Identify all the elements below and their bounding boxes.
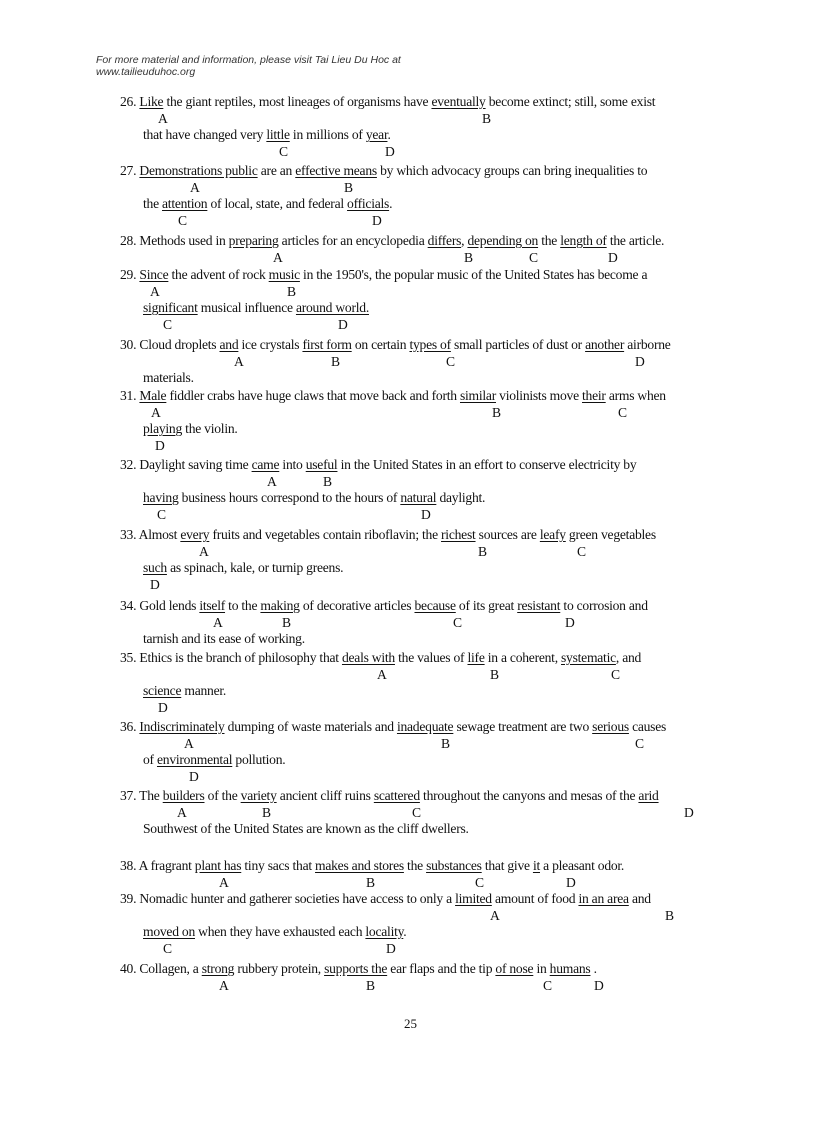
option-labels <box>120 179 720 195</box>
question-28 <box>120 232 720 265</box>
label-a: A <box>219 875 229 890</box>
option-labels <box>120 249 720 265</box>
option-labels <box>120 316 720 332</box>
question-line: 35. Ethics is the branch of philosophy that deals with the values of life in a coherent, systematic, and <box>120 650 642 665</box>
label-d: D <box>386 941 396 956</box>
option-a-text: Like <box>139 94 164 109</box>
option-c-text: of nose <box>495 961 534 976</box>
option-labels <box>120 473 720 489</box>
label-a: A <box>234 354 244 369</box>
question-line: 40. Collagen, a strong rubbery protein, supports the ear flaps and the tip of nose in humans . <box>120 961 597 976</box>
question-line: 36. Indiscriminately dumping of waste materials and inadequate sewage treatment are two serious causes <box>120 719 667 734</box>
label-a: A <box>151 405 161 420</box>
label-c: C <box>543 978 552 993</box>
question-number: 36. <box>120 719 137 734</box>
label-a: A <box>213 615 223 630</box>
question-31 <box>120 387 720 453</box>
label-b: B <box>464 250 473 265</box>
question-line: 26. Like the giant reptiles, most lineages of organisms have eventually become extinct; still, some exist <box>120 94 656 109</box>
option-b-text: variety <box>240 788 277 803</box>
question-34 <box>120 597 720 647</box>
question-line: materials. <box>143 370 194 385</box>
option-a-text: deals with <box>341 650 395 665</box>
question-line: 38. A fragrant plant has tiny sacs that makes and stores the substances that give it a pleasant odor. <box>120 858 625 873</box>
option-a-text: Demonstrations public <box>139 163 258 178</box>
label-b: B <box>492 405 501 420</box>
option-a-text: every <box>180 527 210 542</box>
label-c: C <box>412 805 421 820</box>
option-labels <box>120 404 720 420</box>
option-c-text: attention <box>162 196 208 211</box>
label-a: A <box>177 805 187 820</box>
question-line: the attention of local, state, and federal officials. <box>143 196 393 211</box>
option-d-text: year <box>365 127 388 142</box>
option-labels <box>120 977 720 993</box>
option-labels <box>120 110 720 126</box>
question-line: 27. Demonstrations public are an effective means by which advocacy groups can bring inequalities to <box>120 163 648 178</box>
option-a-text: and <box>219 337 239 352</box>
label-c: C <box>163 941 172 956</box>
label-d: D <box>684 805 694 820</box>
option-a-text: plant has <box>194 858 242 873</box>
label-c: C <box>446 354 455 369</box>
option-c-text: their <box>582 388 606 403</box>
question-number: 33. <box>120 527 137 542</box>
option-b-text: makes and stores <box>315 858 404 873</box>
option-d-text: locality <box>365 924 404 939</box>
question-38 <box>120 857 720 890</box>
option-labels <box>120 506 720 522</box>
option-c-text: because <box>414 598 456 613</box>
option-labels <box>120 212 720 228</box>
option-b-text: music <box>268 267 300 282</box>
label-b: B <box>482 111 491 126</box>
question-29 <box>120 266 720 332</box>
question-line: 28. Methods used in preparing articles for an encyclopedia differs, depending on the length of the article. <box>120 233 665 248</box>
option-c-text: systematic <box>561 650 616 665</box>
option-labels <box>120 576 720 592</box>
label-d: D <box>635 354 645 369</box>
label-d: D <box>158 700 168 715</box>
label-a: A <box>219 978 229 993</box>
question-number: 28. <box>120 233 137 248</box>
question-37 <box>120 787 720 837</box>
option-labels <box>120 907 720 923</box>
question-26 <box>120 93 720 159</box>
question-line: 34. Gold lends itself to the making of decorative articles because of its great resistant to corrosion and <box>120 598 648 613</box>
page-number: 25 <box>404 1016 417 1031</box>
question-line: Southwest of the United States are known as the cliff dwellers. <box>143 821 469 836</box>
label-b: B <box>366 875 375 890</box>
option-b-text: in an area <box>578 891 629 906</box>
option-d-text: arid <box>638 788 659 803</box>
question-number: 38. <box>120 858 137 873</box>
label-d: D <box>338 317 348 332</box>
question-line: having business hours correspond to the hours of natural daylight. <box>143 490 486 505</box>
option-d-text: around world. <box>295 300 369 315</box>
option-d-text: resistant <box>517 598 561 613</box>
option-a-text: builders <box>162 788 205 803</box>
option-d-text: length of <box>560 233 607 248</box>
option-c-text: scattered <box>373 788 420 803</box>
option-a-text: strong <box>201 961 235 976</box>
label-b: B <box>478 544 487 559</box>
option-d-text: natural <box>400 490 437 505</box>
label-d: D <box>150 577 160 592</box>
option-a-text: Indiscriminately <box>139 719 225 734</box>
label-c: C <box>157 507 166 522</box>
question-line: such as spinach, kale, or turnip greens. <box>143 560 344 575</box>
question-number: 39. <box>120 891 137 906</box>
option-b-text: differs <box>427 233 462 248</box>
option-a-text: itself <box>199 598 226 613</box>
label-a: A <box>190 180 200 195</box>
question-number: 30. <box>120 337 137 352</box>
option-labels <box>120 699 720 715</box>
question-line: that have changed very little in millions of year. <box>143 127 391 142</box>
label-c: C <box>163 317 172 332</box>
question-39 <box>120 890 720 956</box>
question-line: playing the violin. <box>143 421 238 436</box>
question-line: 39. Nomadic hunter and gatherer societies have access to only a limited amount of food in an area and <box>120 891 651 906</box>
question-35 <box>120 649 720 715</box>
question-number: 35. <box>120 650 137 665</box>
question-number: 32. <box>120 457 137 472</box>
option-c-text: substances <box>426 858 482 873</box>
option-c-text: depending on <box>467 233 539 248</box>
label-a: A <box>150 284 160 299</box>
label-a: A <box>377 667 387 682</box>
option-labels <box>120 804 720 820</box>
question-number: 37. <box>120 788 137 803</box>
option-b-text: useful <box>305 457 338 472</box>
question-line: tarnish and its ease of working. <box>143 631 305 646</box>
question-33 <box>120 526 720 592</box>
label-d: D <box>372 213 382 228</box>
question-line: 29. Since the advent of rock music in the 1950's, the popular music of the United States has become a <box>120 267 648 282</box>
option-d-text: humans <box>549 961 591 976</box>
label-b: B <box>323 474 332 489</box>
question-number: 29. <box>120 267 137 282</box>
option-c-text: types of <box>409 337 451 352</box>
label-c: C <box>279 144 288 159</box>
label-a: A <box>158 111 168 126</box>
label-b: B <box>331 354 340 369</box>
header-line-2: www.tailieuduhoc.org <box>96 66 196 78</box>
option-d-text: it <box>532 858 540 873</box>
label-c: C <box>635 736 644 751</box>
option-a-text: came <box>251 457 280 472</box>
label-b: B <box>366 978 375 993</box>
label-d: D <box>594 978 604 993</box>
option-d-text: such <box>143 560 167 575</box>
option-d-text: environmental <box>156 752 233 767</box>
question-line: 30. Cloud droplets and ice crystals first form on certain types of small particles of dust or another airborne <box>120 337 671 352</box>
label-c: C <box>178 213 187 228</box>
option-labels <box>120 353 720 369</box>
option-labels <box>120 283 720 299</box>
question-number: 27. <box>120 163 137 178</box>
option-b-text: similar <box>459 388 496 403</box>
label-c: C <box>611 667 620 682</box>
option-b-text: effective means <box>295 163 377 178</box>
option-labels <box>120 940 720 956</box>
label-a: A <box>199 544 209 559</box>
question-line: 32. Daylight saving time came into useful in the United States in an effort to conserve electricity by <box>120 457 637 472</box>
option-labels <box>120 768 720 784</box>
question-number: 40. <box>120 961 137 976</box>
question-line: science manner. <box>143 683 227 698</box>
option-b-text: making <box>260 598 300 613</box>
option-labels <box>120 437 720 453</box>
question-line: 33. Almost every fruits and vegetables contain riboflavin; the richest sources are leafy green vegetables <box>120 527 656 542</box>
label-d: D <box>421 507 431 522</box>
option-labels <box>120 735 720 751</box>
question-line: of environmental pollution. <box>143 752 286 767</box>
option-labels <box>120 543 720 559</box>
option-d-text: science <box>143 683 182 698</box>
label-b: B <box>282 615 291 630</box>
label-c: C <box>577 544 586 559</box>
question-line: 37. The builders of the variety ancient cliff ruins scattered throughout the canyons and mesas of the arid <box>120 788 659 803</box>
question-line: moved on when they have exhausted each locality. <box>143 924 407 939</box>
option-a-text: limited <box>455 891 492 906</box>
question-36 <box>120 718 720 784</box>
option-labels <box>120 874 720 890</box>
option-c-text: leafy <box>539 527 566 542</box>
question-line: significant musical influence around world. <box>143 300 369 315</box>
label-d: D <box>565 615 575 630</box>
label-b: B <box>344 180 353 195</box>
label-c: C <box>453 615 462 630</box>
label-c: C <box>475 875 484 890</box>
question-number: 31. <box>120 388 137 403</box>
label-d: D <box>385 144 395 159</box>
option-labels <box>120 143 720 159</box>
question-40 <box>120 960 720 993</box>
question-line: 31. Male fiddler crabs have huge claws that move back and forth similar violinists move their arms when <box>120 388 666 403</box>
option-labels <box>120 614 720 630</box>
header-line-1: For more material and information, please visit Tai Lieu Du Hoc at <box>96 54 401 66</box>
option-b-text: first form <box>302 337 352 352</box>
option-b-text: eventually <box>431 94 486 109</box>
question-30 <box>120 336 720 386</box>
option-d-text: another <box>585 337 625 352</box>
option-b-text: supports the <box>324 961 388 976</box>
label-b: B <box>287 284 296 299</box>
option-a-text: preparing <box>228 233 279 248</box>
label-d: D <box>155 438 165 453</box>
option-a-text: Since <box>139 267 169 282</box>
label-d: D <box>189 769 199 784</box>
option-b-text: inadequate <box>396 719 454 734</box>
option-b-text: richest <box>441 527 476 542</box>
question-32 <box>120 456 720 522</box>
label-b: B <box>441 736 450 751</box>
option-c-text: having <box>143 490 179 505</box>
label-d: D <box>566 875 576 890</box>
label-a: A <box>267 474 277 489</box>
page-header <box>96 54 401 78</box>
option-d-text: officials <box>347 196 390 211</box>
label-c: C <box>529 250 538 265</box>
option-c-text: little <box>266 127 290 142</box>
label-b: B <box>262 805 271 820</box>
label-b: B <box>665 908 674 923</box>
option-c-text: moved on <box>143 924 195 939</box>
label-b: B <box>490 667 499 682</box>
option-labels <box>120 666 720 682</box>
label-d: D <box>608 250 618 265</box>
option-a-text: Male <box>139 388 167 403</box>
label-a: A <box>490 908 500 923</box>
option-c-text: significant <box>143 300 198 315</box>
label-a: A <box>184 736 194 751</box>
question-27 <box>120 162 720 228</box>
option-d-text: playing <box>143 421 183 436</box>
option-c-text: serious <box>592 719 629 734</box>
question-number: 26. <box>120 94 137 109</box>
label-c: C <box>618 405 627 420</box>
label-a: A <box>273 250 283 265</box>
question-number: 34. <box>120 598 137 613</box>
option-b-text: life <box>467 650 485 665</box>
